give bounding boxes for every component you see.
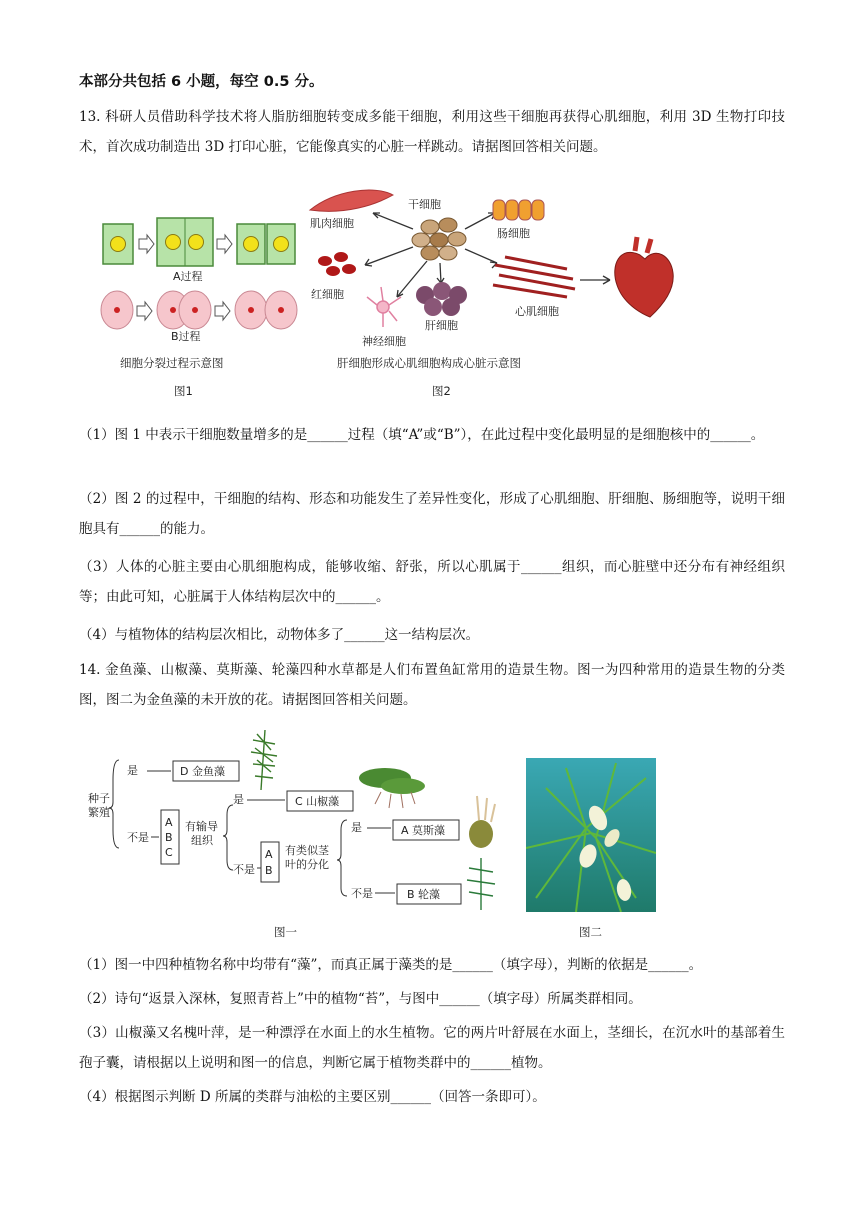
moss-ball-plant-icon — [469, 796, 495, 848]
nucleus-a1 — [111, 237, 126, 252]
node-seed-reproduction-1: 种子 — [88, 792, 110, 805]
figure-1-caption: 细胞分裂过程示意图 — [120, 356, 224, 370]
figure-1-cell-division — [95, 210, 305, 350]
question-13-part-2: （2）图 2 的过程中，干细胞的结构、形态和功能发生了差异性变化，形成了心肌细胞、肝细胞、肠细胞等，说明干细胞具有______的能力。 — [79, 491, 785, 537]
question-13-stem: 13. 科研人员借助科学技术将人脂肪细胞转变成多能干细胞，利用这些干细胞再获得心肌细胞，利用 3D 生物打印技术，首次成功制造出 3D 打印心脏，它能像真实的心脏一样跳动。请据图回答相关问题。 — [79, 109, 785, 155]
section-heading: 本部分共包括 6 小题，每空 0.5 分。 — [79, 74, 324, 90]
label-nerve-cell: 神经细胞 — [362, 335, 406, 348]
branch-no-3: 不是 — [351, 887, 373, 900]
figure-classification-tree — [85, 730, 505, 920]
differentiation-arrows — [365, 213, 610, 297]
figure-two-caption: 图二 — [579, 925, 602, 939]
label-cardiac-cell: 心肌细胞 — [515, 305, 559, 318]
cardiac-cells-shape — [493, 257, 575, 297]
arrow-icon — [137, 302, 152, 320]
figure-one-caption: 图一 — [274, 925, 297, 939]
node-ab-a: A — [265, 848, 273, 861]
hornwort-plant-icon — [251, 730, 277, 790]
node-seed-reproduction-2: 繁殖 — [88, 806, 110, 819]
salvinia-plant-icon — [359, 768, 425, 808]
nerve-cell-shape — [367, 287, 401, 327]
label-process-a: A过程 — [173, 270, 203, 283]
node-a: A 莫斯藻 — [401, 824, 446, 837]
question-13-part-3: （3）人体的心脏主要由心肌细胞构成，能够收缩、舒张，所以心肌属于______组织，而心脏壁中还分布有神经组织等；由此可知，心脏属于人体结构层次中的______。 — [79, 559, 785, 605]
question-14-stem: 14. 金鱼藻、山椒藻、莫斯藻、轮藻四种水草都是人们布置鱼缸常用的造景生物。图一为四种常用的造景生物的分类图，图二为金鱼藻的未开放的花。请据图回答相关问题。 — [79, 662, 785, 708]
node-abc-a: A — [165, 816, 173, 829]
figure-2-differentiation — [305, 185, 680, 353]
branch-yes-3: 是 — [351, 821, 362, 834]
question-14-part-3: （3）山椒藻又名槐叶萍，是一种漂浮在水面上的水生植物。它的两片叶舒展在水面上，茎细长，在沉水叶的基部着生孢子囊，请根据以上说明和图一的信息，判断它属于植物类群中的______植物。 — [79, 1025, 785, 1071]
figure-2-number: 图2 — [432, 384, 451, 398]
figure-hornwort-flower-photo — [526, 758, 656, 912]
branch-no-2: 不是 — [233, 863, 255, 876]
node-abc-b: B — [165, 831, 173, 844]
arrow-icon — [139, 235, 154, 253]
question-14-part-2: （2）诗句“返景入深林，复照青苔上”中的植物“苔”，与图中______（填字母）所属类群相同。 — [79, 991, 642, 1007]
figure-2-caption: 肝细胞形成心肌细胞构成心脏示意图 — [337, 356, 521, 370]
node-vascular-1: 有输导 — [185, 820, 218, 833]
node-stem-leaf-1: 有类似茎 — [285, 844, 329, 857]
question-13-part-1: （1）图 1 中表示干细胞数量增多的是______过程（填“A”或“B”），在此过程中变化最明显的是细胞核中的______。 — [79, 427, 765, 443]
arrow-icon — [215, 302, 230, 320]
arrow-icon — [217, 235, 232, 253]
label-process-b: B过程 — [171, 330, 201, 343]
label-intestine-cell: 肠细胞 — [497, 227, 530, 240]
question-13-part-4: （4）与植物体的结构层次相比，动物体多了______这一结构层次。 — [79, 627, 480, 643]
branch-no-1: 不是 — [127, 831, 149, 844]
branch-yes-2: 是 — [233, 793, 244, 806]
label-red-blood-cell: 红细胞 — [311, 288, 344, 301]
node-b: B 轮藻 — [407, 888, 441, 901]
node-c: C 山椒藻 — [295, 795, 340, 808]
label-muscle-cell: 肌肉细胞 — [310, 217, 354, 230]
label-liver-cell: 肝细胞 — [425, 319, 458, 332]
node-stem-leaf-2: 叶的分化 — [285, 858, 329, 871]
question-14-part-4: （4）根据图示判断 D 所属的类群与油松的主要区别______（回答一条即可）。 — [79, 1089, 546, 1105]
node-ab-b: B — [265, 864, 273, 877]
muscle-cell-shape — [310, 190, 393, 211]
liver-cells-shape — [416, 282, 467, 316]
node-d: D 金鱼藻 — [180, 765, 225, 778]
stem-cell-cluster — [412, 218, 466, 260]
branch-yes-1: 是 — [127, 764, 138, 777]
intestine-cells-shape — [493, 200, 544, 220]
heart-icon — [615, 252, 673, 317]
node-abc-c: C — [165, 846, 173, 859]
red-blood-cells-shape — [318, 252, 356, 276]
label-stem-cell: 干细胞 — [408, 198, 441, 211]
figure-1-number: 图1 — [174, 384, 193, 398]
bracket-root — [109, 760, 119, 848]
node-vascular-2: 组织 — [191, 834, 213, 847]
chara-plant-icon — [467, 858, 495, 910]
question-14-part-1: （1）图一中四种植物名称中均带有“藻”，而真正属于藻类的是______（填字母），判断的依据是______。 — [79, 957, 703, 973]
